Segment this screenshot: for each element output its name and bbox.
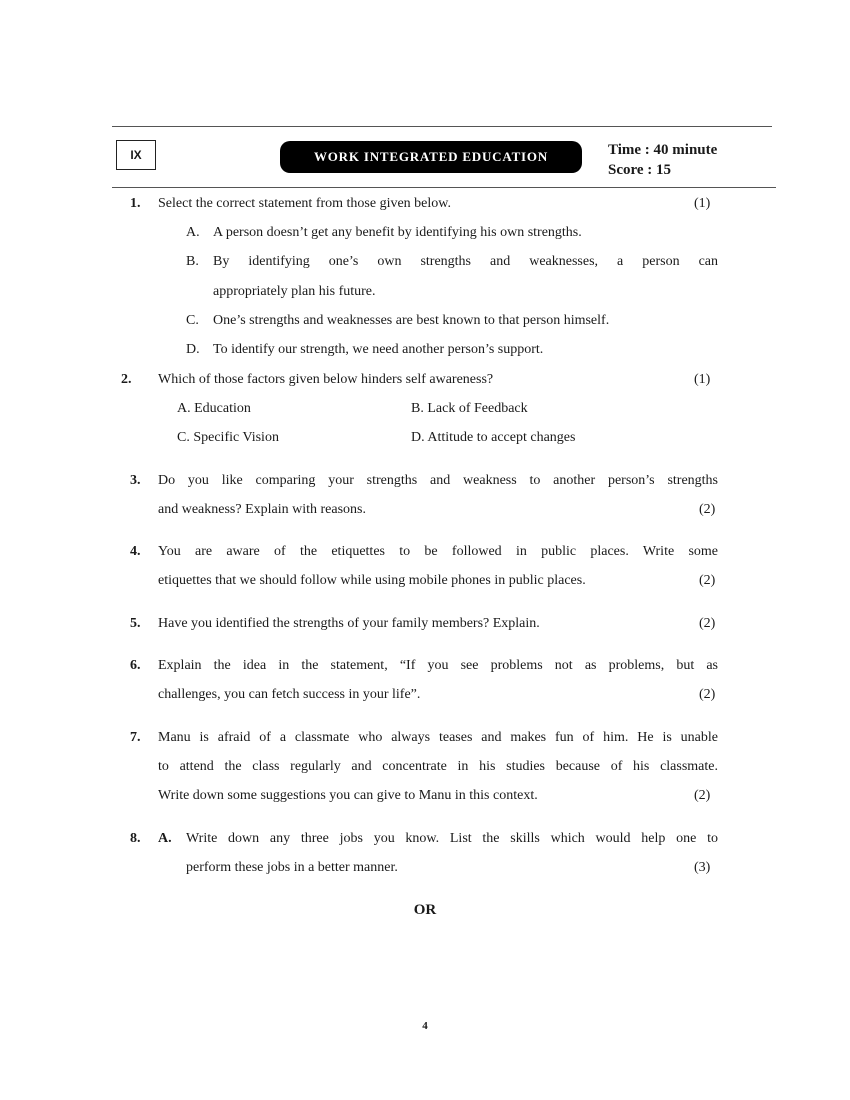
subject-title: WORK INTEGRATED EDUCATION (280, 141, 582, 173)
q1-option-d-letter: D. (186, 342, 200, 357)
q6-line1: Explain the idea in the statement, “If you see problems not as problems, but as (158, 658, 718, 673)
q2-marks: (1) (694, 372, 711, 387)
q8-line2: perform these jobs in a better manner. (186, 860, 398, 875)
q7-line3: Write down some suggestions you can give to Manu in this context. (158, 788, 538, 803)
q8-number: 8. (130, 831, 141, 846)
q1-option-a-text: A person doesn’t get any benefit by identifying his own strengths. (213, 225, 582, 240)
q5-line1: Have you identified the strengths of your family members? Explain. (158, 616, 540, 631)
q4-line2: etiquettes that we should follow while using mobile phones in public places. (158, 573, 586, 588)
q6-number: 6. (130, 658, 141, 673)
q1-option-b-line2: appropriately plan his future. (213, 284, 376, 299)
q1-option-c-letter: C. (186, 313, 199, 328)
score-label: Score : 15 (608, 162, 672, 178)
q6-marks: (2) (699, 687, 716, 702)
q2-option-a: A. Education (177, 401, 251, 416)
q1-option-a-letter: A. (186, 225, 200, 240)
q4-marks: (2) (699, 573, 716, 588)
q4-line1: You are aware of the etiquettes to be followed in public places. Write some (158, 544, 718, 559)
q2-number: 2. (121, 372, 132, 387)
q7-line2: to attend the class regularly and concentrate in his studies because of his classmate. (158, 759, 718, 774)
q1-option-b-letter: B. (186, 254, 199, 269)
header-top-rule (112, 126, 772, 127)
q3-number: 3. (130, 473, 141, 488)
or-separator: OR (413, 902, 437, 918)
header-bottom-rule (112, 187, 776, 188)
class-label-box: IX (116, 140, 156, 170)
q1-marks: (1) (694, 196, 711, 211)
q6-line2: challenges, you can fetch success in your life”. (158, 687, 421, 702)
q5-marks: (2) (699, 616, 716, 631)
q1-number: 1. (130, 196, 141, 211)
q8-part-label: A. (158, 831, 172, 846)
q7-number: 7. (130, 730, 141, 745)
q1-option-d-text: To identify our strength, we need another person’s support. (213, 342, 544, 357)
q8-line1: Write down any three jobs you know. List the skills which would help one to (186, 831, 718, 846)
q1-text: Select the correct statement from those given below. (158, 196, 451, 211)
q4-number: 4. (130, 544, 141, 559)
q2-option-d: D. Attitude to accept changes (411, 430, 576, 445)
q5-number: 5. (130, 616, 141, 631)
page-number: 4 (422, 1020, 428, 1032)
q3-line2: and weakness? Explain with reasons. (158, 502, 366, 517)
q2-option-b: B. Lack of Feedback (411, 401, 528, 416)
q1-option-b-line1: By identifying one’s own strengths and weaknesses, a person can (213, 254, 718, 269)
q3-line1: Do you like comparing your strengths and weakness to another person’s strengths (158, 473, 718, 488)
q7-line1: Manu is afraid of a classmate who always teases and makes fun of him. He is unable (158, 730, 718, 745)
q7-marks: (2) (694, 788, 711, 803)
time-label: Time : 40 minute (608, 142, 718, 158)
q8-marks: (3) (694, 860, 711, 875)
q3-marks: (2) (699, 502, 716, 517)
q2-option-c: C. Specific Vision (177, 430, 279, 445)
q2-text: Which of those factors given below hinders self awareness? (158, 372, 494, 387)
q1-option-c-text: One’s strengths and weaknesses are best known to that person himself. (213, 313, 610, 328)
